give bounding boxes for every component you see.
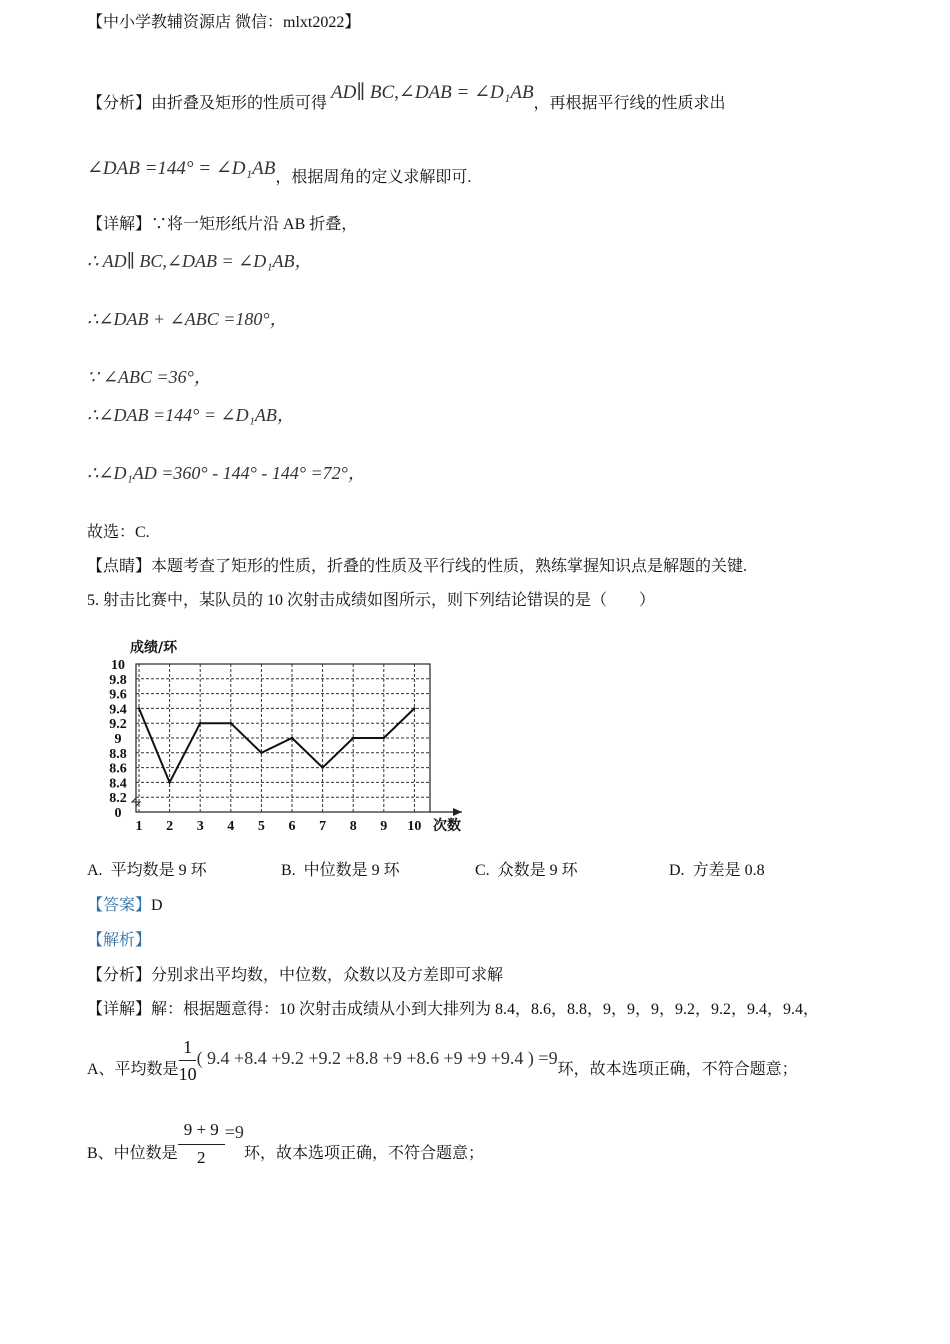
- detail-step-3: ∵ ∠ABC =36°，: [87, 367, 212, 387]
- fraction-one-tenth: [179, 1036, 197, 1085]
- option-c-letter: C.: [475, 862, 490, 879]
- analysis-text-3: ，根据周角的定义求解即可.: [275, 169, 472, 186]
- question-5: 5. 射击比赛中，某队员的 10 次射击成绩如图所示，则下列结论错误的是（ ）: [87, 592, 656, 609]
- y-tick-label-1: 8.2: [109, 791, 127, 807]
- x-tick-label-1: 2: [166, 819, 174, 834]
- series-line: [139, 708, 414, 782]
- line-a-mean: [87, 1030, 798, 1090]
- option-c[interactable]: [475, 860, 578, 882]
- option-b-text: 中位数是 9 环: [303, 862, 400, 879]
- analysis2-text: 分别求出平均数，中位数，众数以及方差即可求解: [151, 967, 504, 984]
- detail-conclusion: 故选：C.: [87, 524, 150, 541]
- detail-label: 【详解】: [87, 216, 152, 233]
- comment-paragraph: [87, 556, 747, 578]
- jiexi-label: 【解析】: [87, 932, 152, 949]
- y-tick-label-5: 9: [114, 732, 122, 747]
- data-point-3: [199, 722, 201, 724]
- x-tick-label-9: 10: [407, 819, 422, 834]
- option-a-letter: A.: [87, 862, 103, 879]
- analysis-paragraph-1b: [87, 158, 472, 186]
- analysis-paragraph-1: [87, 82, 726, 115]
- answer-value: D: [151, 897, 163, 914]
- line-a-prefix: A、平均数是: [87, 1061, 179, 1078]
- detail-intro: [87, 214, 357, 236]
- mean-expression: ( 9.4 +8.4 +9.2 +9.2 +8.8 +9 +8.6 +9 +9 +9.4 ) =9: [196, 1048, 558, 1068]
- option-b[interactable]: [281, 860, 400, 882]
- x-axis-title: 次数: [433, 818, 461, 834]
- data-point-10: [413, 707, 415, 709]
- page-header: 【中小学教辅资源店 微信：mlxt2022】: [87, 14, 361, 31]
- x-tick-label-2: 3: [196, 819, 204, 834]
- option-a[interactable]: [87, 860, 207, 882]
- data-point-9: [383, 737, 385, 739]
- detail2-text: 解：根据题意得：10 次射击成绩从小到大排列为 8.4，8.6，8.8，9，9，9，9.2，9.2，9.4，9.4，: [151, 1001, 820, 1018]
- fraction-numerator: 1: [179, 1036, 196, 1061]
- formula-angle-144: ∠DAB =144° = ∠D₁AB: [87, 158, 276, 179]
- comment-label: 【点睛】: [87, 558, 152, 575]
- y-tick-label-7: 9.4: [109, 702, 127, 718]
- y-tick-label-6: 9.2: [109, 717, 127, 733]
- y-tick-label-9: 9.8: [109, 672, 127, 688]
- line-b-prefix: B、中位数是: [87, 1145, 178, 1162]
- x-tick-label-4: 5: [257, 819, 265, 834]
- x-tick-label-7: 8: [349, 819, 357, 834]
- data-point-7: [321, 766, 323, 768]
- option-b-letter: B.: [281, 862, 296, 879]
- data-point-8: [352, 737, 354, 739]
- formula-parallel: AD∥ BC,∠DAB = ∠D₁AB: [331, 82, 534, 103]
- x-tick-label-8: 9: [380, 819, 388, 834]
- x-tick-label-3: 4: [227, 819, 235, 834]
- line-b-suffix: 环，故本选项正确，不符合题意；: [243, 1145, 484, 1162]
- y-tick-label-4: 8.8: [109, 746, 127, 762]
- detail-step-1: ∴ AD∥ BC,∠DAB = ∠D₁AB，: [87, 251, 313, 271]
- option-a-text: 平均数是 9 环: [110, 862, 207, 879]
- detail2-label: 【详解】: [87, 1001, 152, 1018]
- y-tick-label-2: 8.4: [109, 776, 127, 792]
- analysis-label: 【分析】: [87, 95, 152, 112]
- analysis-text: 由折叠及矩形的性质可得: [151, 95, 328, 112]
- y-tick-label-10: 10: [111, 658, 125, 673]
- data-point-6: [291, 737, 293, 739]
- y-tick-label-3: 8.6: [109, 761, 127, 777]
- detail-step-2: ∴∠DAB + ∠ABC =180°，: [87, 309, 288, 329]
- score-line-chart: [90, 632, 470, 838]
- option-d-letter: D.: [669, 862, 685, 879]
- x-tick-label-6: 7: [319, 819, 327, 834]
- option-d[interactable]: [669, 860, 765, 882]
- y-tick-label-8: 9.6: [109, 687, 127, 703]
- data-point-1: [138, 707, 140, 709]
- line-b-median: [87, 1114, 484, 1174]
- x-tick-label-0: 1: [135, 819, 143, 834]
- data-point-4: [230, 722, 232, 724]
- detail-intro-text: ∵将一矩形纸片沿 AB 折叠，: [151, 216, 358, 233]
- median-expression: =9: [224, 1122, 244, 1142]
- answer-line: [87, 895, 163, 917]
- line-a-suffix: 环，故本选项正确，不符合题意；: [557, 1061, 798, 1078]
- fraction-denominator: 10: [178, 1063, 197, 1084]
- detail-step-5: ∴∠D₁AD =360° - 144° - 144° =72°，: [87, 463, 366, 483]
- x-axis-arrow: [453, 808, 462, 816]
- x-tick-label-5: 6: [288, 819, 296, 834]
- analysis-text-2: ，再根据平行线的性质求出: [533, 95, 726, 112]
- option-d-text: 方差是 0.8: [692, 862, 765, 879]
- detail-step-4: ∴∠DAB =144° = ∠D₁AB，: [87, 405, 295, 425]
- data-point-5: [260, 752, 262, 754]
- option-c-text: 众数是 9 环: [497, 862, 578, 879]
- fraction-median: [178, 1119, 225, 1169]
- y-axis-title: 成绩/环: [130, 640, 178, 656]
- comment-text: 本题考查了矩形的性质，折叠的性质及平行线的性质，熟练掌握知识点是解题的关键.: [151, 558, 748, 575]
- analysis-paragraph-2: [87, 965, 503, 987]
- y-tick-label-0: 0: [114, 806, 122, 821]
- answer-label: 【答案】: [87, 897, 152, 914]
- analysis2-label: 【分析】: [87, 967, 152, 984]
- data-point-2: [168, 781, 170, 783]
- median-denominator: 2: [196, 1148, 206, 1167]
- median-numerator: 9 + 9: [178, 1119, 225, 1145]
- detail-paragraph-2: [87, 999, 819, 1021]
